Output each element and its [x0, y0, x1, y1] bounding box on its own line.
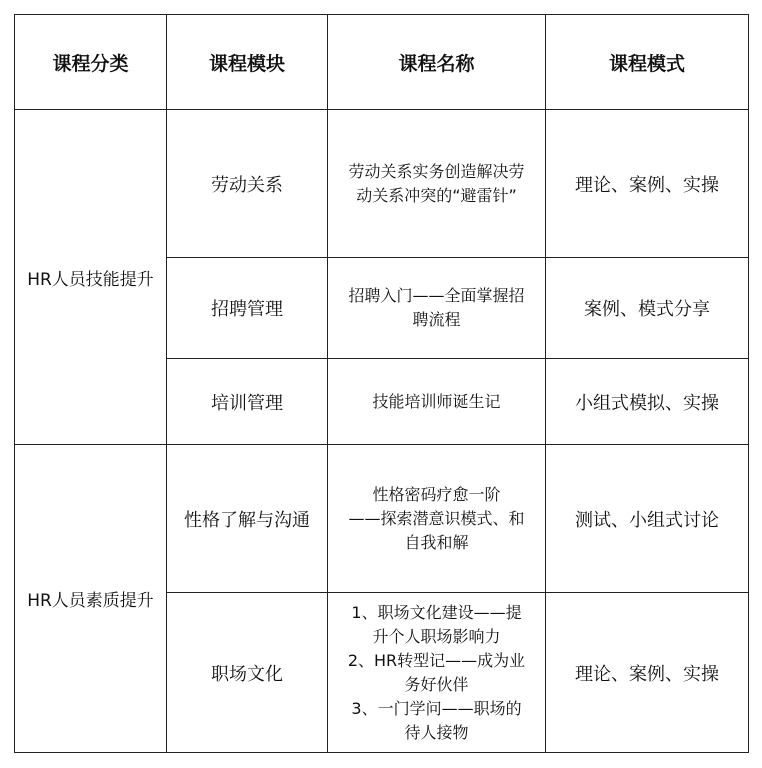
table-row	[15, 110, 749, 258]
mode-cell: 测试、小组式讨论	[546, 445, 749, 593]
course-name-line: 2、HR转型记——成为业	[347, 650, 526, 670]
course-name-line: 3、一门学问——职场的	[351, 698, 522, 718]
course-name-cell	[328, 110, 546, 258]
module-cell: 招聘管理	[167, 258, 328, 359]
category-cell: HR人员技能提升	[15, 110, 167, 445]
course-name-cell	[328, 593, 546, 753]
module-cell: 性格了解与沟通	[167, 445, 328, 593]
module-cell: 职场文化	[167, 593, 328, 753]
course-table	[14, 14, 749, 753]
course-name-line: 动关系冲突的“避雷针”	[356, 185, 517, 205]
course-name-line: 聘流程	[412, 310, 461, 329]
category-cell: HR人员素质提升	[15, 445, 167, 753]
header-module: 课程模块	[167, 15, 328, 110]
mode-cell: 理论、案例、实操	[546, 593, 749, 753]
course-name-line: 务好伙伴	[404, 674, 469, 694]
table-row	[15, 445, 749, 593]
module-cell: 培训管理	[167, 359, 328, 445]
course-name-line: 性格密码疗愈一阶	[372, 484, 501, 504]
course-name-cell	[328, 258, 546, 359]
course-name-line: 招聘入门——全面掌握招	[348, 286, 525, 305]
course-name-cell	[328, 445, 546, 593]
mode-cell: 小组式模拟、实操	[546, 359, 749, 445]
mode-cell: 理论、案例、实操	[546, 110, 749, 258]
module-cell: 劳动关系	[167, 110, 328, 258]
course-name-line: 待人接物	[404, 722, 469, 742]
course-name-line: ——探索潜意识模式、和	[348, 508, 525, 528]
mode-cell: 案例、模式分享	[546, 258, 749, 359]
course-name-line: 技能培训师诞生记	[372, 391, 501, 411]
course-name-line: 升个人职场影响力	[372, 626, 501, 646]
header-category: 课程分类	[15, 15, 167, 110]
course-name-line: 自我和解	[404, 532, 469, 552]
course-name-line: 劳动关系实务创造解决劳	[348, 161, 525, 181]
course-name-cell	[328, 359, 546, 445]
header-row	[15, 15, 749, 110]
header-mode: 课程模式	[546, 15, 749, 110]
course-name-line: 1、职场文化建设——提	[351, 602, 522, 622]
header-name: 课程名称	[328, 15, 546, 110]
